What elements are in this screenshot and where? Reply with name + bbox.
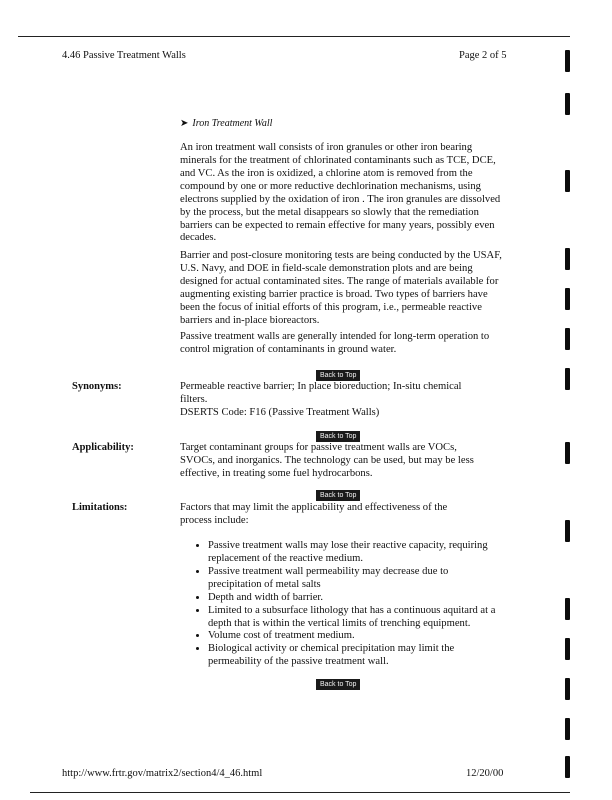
synonyms-label: Synonyms: xyxy=(72,381,122,392)
applicability-label: Applicability: xyxy=(72,442,134,453)
binding-mark xyxy=(565,638,570,660)
header-rule xyxy=(18,36,570,37)
synonyms-list: Permeable reactive barrier; In place bioreduction; In-situ chemical filters. xyxy=(180,381,462,405)
limitations-list xyxy=(192,540,498,669)
page-number: Page 2 of 5 xyxy=(459,50,507,61)
binding-mark xyxy=(565,718,570,740)
synonyms-text xyxy=(180,381,490,420)
list-item: • Passive treatment walls may lose their reactive capacity, requiring replacement of the reactive medium. xyxy=(208,540,498,566)
binding-marks xyxy=(565,50,571,780)
binding-mark xyxy=(565,93,570,115)
binding-mark xyxy=(565,248,570,270)
list-item: • Volume cost of treatment medium. xyxy=(208,630,498,643)
paragraph-monitoring: Barrier and post-closure monitoring tests are being conducted by the USAF, U.S. Navy, and DOE in field-scale demonstration plots and are being designed for actual contaminated sites. The range of materials available for augmenting existing barrier practice is broad. Two types of barriers have been the focus of initial efforts of this program, i.e., permeable reactive barriers and in-place bioreactors. xyxy=(180,250,502,326)
binding-mark xyxy=(565,288,570,310)
arrow-bullet-icon: ➤ xyxy=(180,118,189,129)
back-to-top-button[interactable]: Back to Top xyxy=(316,679,360,690)
paragraph-long-term: Passive treatment walls are generally intended for long-term operation to control migration of contaminants in ground water. xyxy=(180,331,490,355)
back-to-top-button[interactable]: Back to Top xyxy=(316,431,360,442)
list-item: • Passive treatment wall permeability may decrease due to precipitation of metal salts xyxy=(208,566,498,592)
paragraph-iron-wall: An iron treatment wall consists of iron granules or other iron bearing minerals for the treatment of chlorinated contaminants such as TCE, DCE, and VC. As the iron is oxidized, a chlorine atom is removed from the compound by one or more reductive dechlorination mechanisms, using electrons supplied by the oxidation of iron . The iron granules are dissolved by the process, but the metal disappears so slowly that the remediation barriers can be expected to remain effective for many years, possibly even decades. xyxy=(180,142,501,244)
applicability-text: Target contaminant groups for passive treatment walls are VOCs, SVOCs, and inorganics. The technology can be used, but may be less effective, in treating some fuel hydrocarbons. xyxy=(180,442,474,479)
binding-mark xyxy=(565,678,570,700)
binding-mark xyxy=(565,50,570,72)
binding-mark xyxy=(565,598,570,620)
binding-mark xyxy=(565,368,570,390)
list-item: • Limited to a subsurface lithology that has a continuous aquitard at a depth that is within the vertical limits of trenching equipment. xyxy=(208,605,498,631)
back-to-top-button[interactable]: Back to Top xyxy=(316,490,360,501)
binding-mark xyxy=(565,756,570,778)
back-to-top-button[interactable]: Back to Top xyxy=(316,370,360,381)
dserts-code: DSERTS Code: F16 (Passive Treatment Walls) xyxy=(180,406,380,418)
footer-url: http://www.frtr.gov/matrix2/section4/4_46.html xyxy=(62,768,263,779)
list-item: • Biological activity or chemical precipitation may limit the permeability of the passive treatment wall. xyxy=(208,643,498,669)
page-header-title: 4.46 Passive Treatment Walls xyxy=(62,50,186,61)
section-heading-text: Iron Treatment Wall xyxy=(192,118,273,129)
footer-date: 12/20/00 xyxy=(466,768,504,779)
binding-mark xyxy=(565,442,570,464)
limitations-intro: Factors that may limit the applicability and effectiveness of the process include: xyxy=(180,502,448,526)
binding-mark xyxy=(565,328,570,350)
footer-rule xyxy=(30,792,570,793)
binding-mark xyxy=(565,520,570,542)
limitations-label: Limitations: xyxy=(72,502,128,513)
binding-mark xyxy=(565,170,570,192)
section-heading xyxy=(180,118,272,130)
list-item: • Depth and width of barrier. xyxy=(208,592,498,605)
